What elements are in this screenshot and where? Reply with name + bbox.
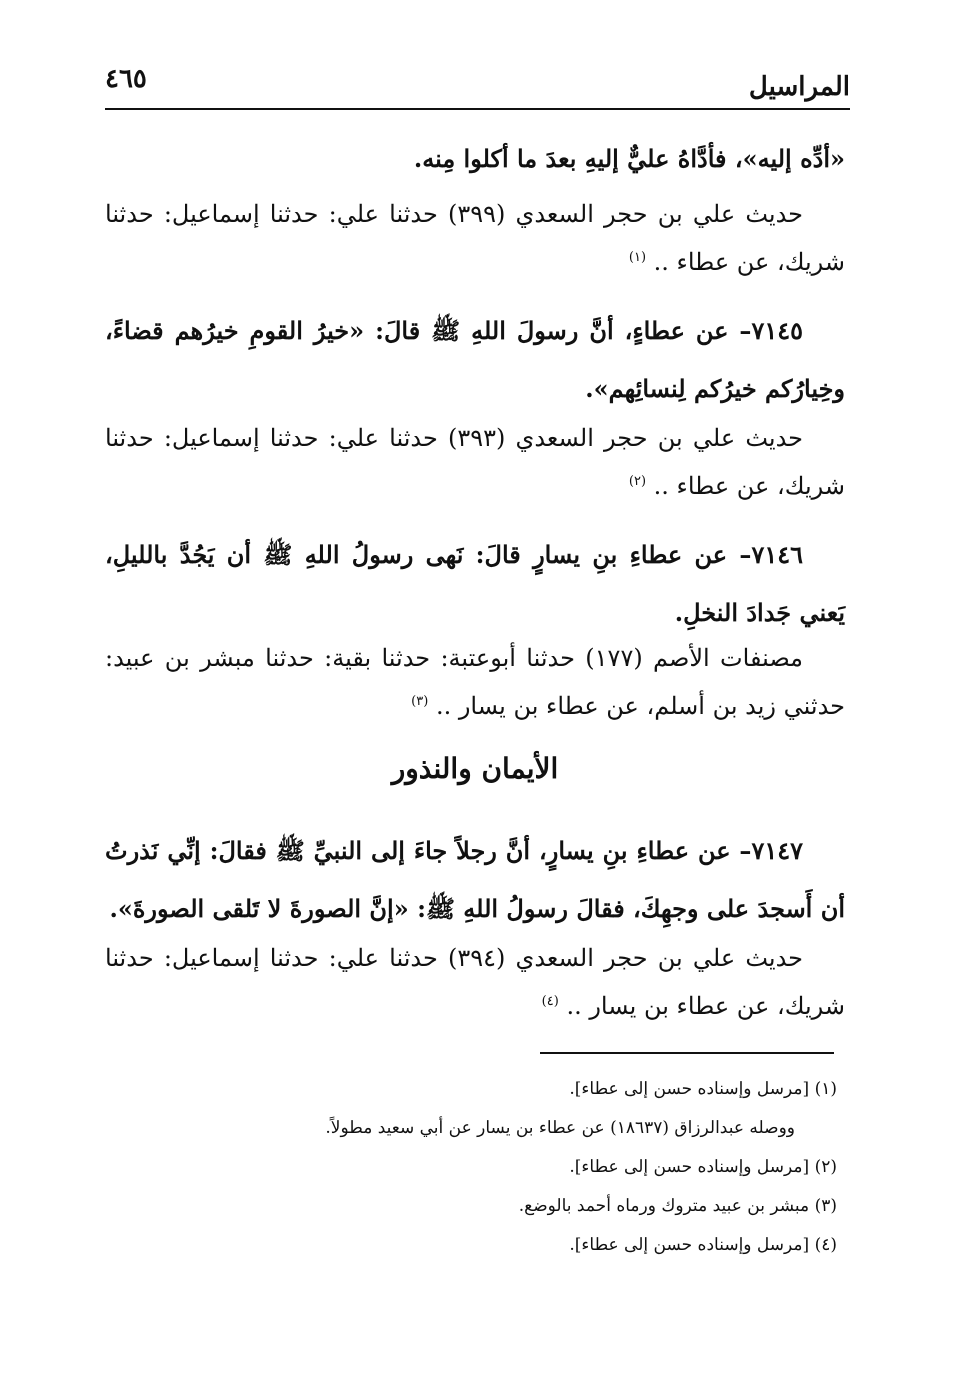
page-header [105, 58, 850, 110]
footnote-ref: (٢) [628, 474, 647, 489]
source-text: حديث علي بن حجر السعدي (٣٩٩) حدثنا علي: حدثنا إسماعيل: حدثنا شريك، عن عطاء .. [105, 200, 845, 276]
hadith-text-continuation [105, 130, 845, 188]
footnote-ref: (٤) [541, 994, 559, 1009]
footnote-marker: (٤) [814, 1235, 837, 1255]
source-citation [105, 190, 845, 286]
footnote-ref: (٣) [411, 694, 429, 709]
footnote-marker: (١) [814, 1079, 837, 1099]
hadith-text: «أدِّه إليه»، فأدَّاهُ عليٌّ إليهِ بعدَ ما أكلوا مِنه. [413, 144, 845, 173]
section-heading: الأيمان والنذور [391, 752, 559, 785]
hadith-text: ٧١٤٥– عن عطاءٍ، أنَّ رسولَ اللهِ ﷺ قالَ: «خيرُ القومِ خيرُهم قضاءً، وخِيارُكم خيرُكم لِنسائِهم». [105, 316, 845, 403]
source-citation [105, 414, 845, 510]
hadith-text: ٧١٤٦– عن عطاءِ بنِ يسارٍ قالَ: نَهى رسولُ اللهِ ﷺ أن يَجُدَّ بالليلِ، يَعني جَدادَ النخلِ. [105, 540, 845, 627]
page-number: ٤٦٥ [105, 64, 147, 94]
footnote-marker: (٣) [814, 1196, 837, 1216]
hadith-7145 [105, 302, 845, 418]
footnote-marker: (٢) [814, 1157, 837, 1177]
hadith-7146 [105, 526, 845, 642]
footnote-text: [مرسل وإسناده حسن إلى عطاء]. [569, 1157, 810, 1177]
footnote-ref: (١) [628, 250, 647, 265]
hadith-text: ٧١٤٧– عن عطاءِ بنِ يسارٍ، أنَّ رجلاً جاءَ إلى النبيِّ ﷺ فقالَ: إنِّي نَذرتُ أن أَسجدَ على وجهِكَ، فقالَ رسولُ اللهِ ﷺ: «إنَّ الصورةَ لا تَلقى الصورةَ». [105, 836, 845, 923]
footnote-3 [140, 1187, 837, 1226]
footnote-text: مبشر بن عبيد متروك ورماه أحمد بالوضع. [518, 1196, 810, 1216]
footnote-1 [140, 1070, 837, 1109]
source-citation [105, 634, 845, 730]
footnote-1-continuation [140, 1109, 837, 1148]
hadith-7147 [105, 822, 845, 938]
footnote-4 [140, 1226, 837, 1265]
source-text: حديث علي بن حجر السعدي (٣٩٣) حدثنا علي: حدثنا إسماعيل: حدثنا شريك، عن عطاء .. [105, 424, 845, 500]
footnote-2 [140, 1148, 837, 1187]
source-citation [105, 934, 845, 1030]
footnotes [140, 1070, 837, 1265]
footnote-text: ووصله عبدالرزاق (١٨٦٣٧) عن عطاء بن يسار عن أبي سعيد مطولاً. [325, 1118, 795, 1138]
footnote-separator [540, 1052, 834, 1054]
footnote-text: [مرسل وإسناده حسن إلى عطاء]. [569, 1235, 810, 1255]
source-text: مصنفات الأصم (١٧٧) حدثنا أبوعتبة: حدثنا بقية: حدثنا مبشر بن عبيد: حدثني زيد بن أسلم، عن عطاء بن يسار .. [105, 644, 845, 720]
running-title: المراسيل [748, 72, 850, 102]
source-text: حديث علي بن حجر السعدي (٣٩٤) حدثنا علي: حدثنا إسماعيل: حدثنا شريك، عن عطاء بن يسار .. [105, 944, 845, 1020]
header-rule [105, 108, 850, 110]
footnote-text: [مرسل وإسناده حسن إلى عطاء]. [569, 1079, 810, 1099]
